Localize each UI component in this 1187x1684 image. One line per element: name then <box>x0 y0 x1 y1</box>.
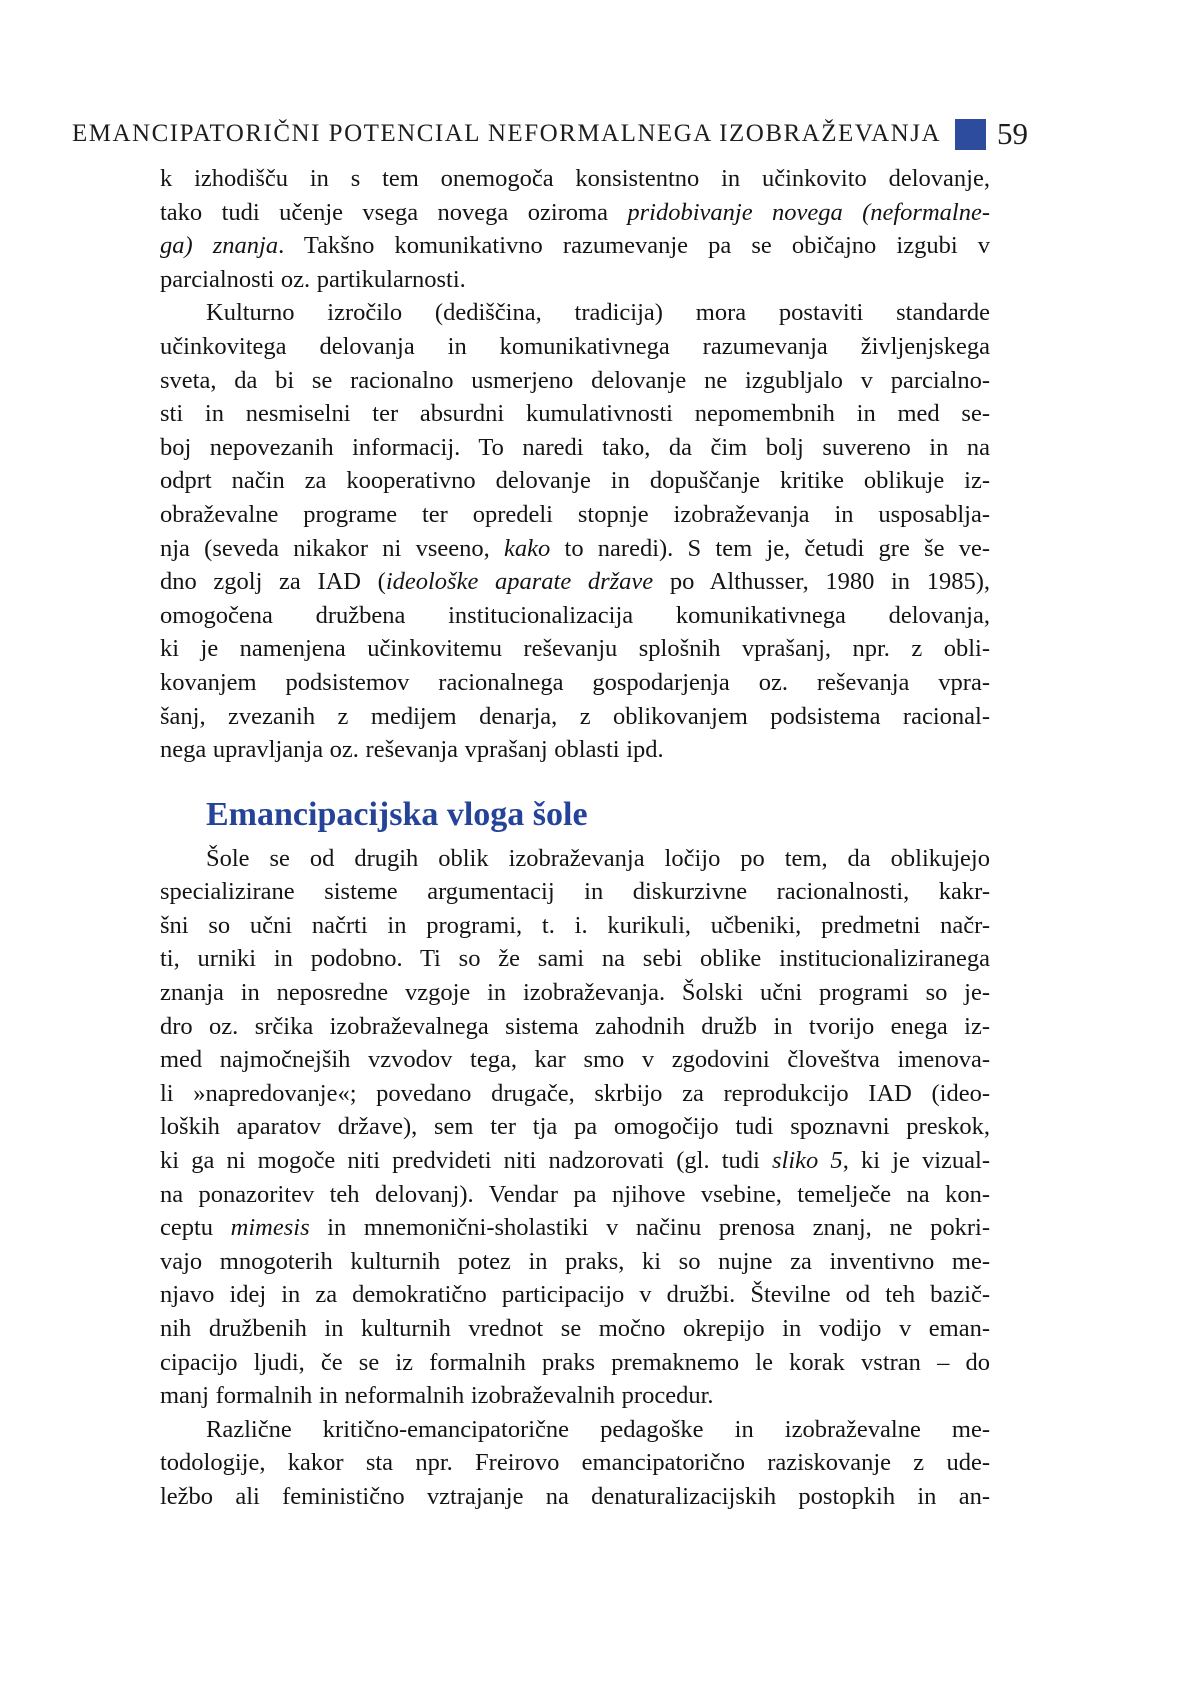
italic-text: ideološke aparate države <box>385 568 654 596</box>
italic-text: sliko 5 <box>772 1147 843 1175</box>
text-segment: loških aparatov države), sem ter tja pa omogočijo tudi spoznavni preskok, <box>160 1113 990 1141</box>
text-segment: dro oz. srčika izobraževalnega sistema zahodnih družb in tvorijo enega iz- <box>160 1012 990 1040</box>
text-segment: na ponazoritev teh delovanj). Vendar pa njihove vsebine, temelječe na kon- <box>160 1180 990 1208</box>
text-line <box>160 909 990 943</box>
text-segment: parcialnosti oz. partikularnosti. <box>160 265 466 293</box>
text-segment: nega upravljanja oz. reševanja vprašanj oblasti ipd. <box>160 736 664 764</box>
running-title: EMANCIPATORIČNI POTENCIAL NEFORMALNEGA IZOBRAŽEVANJA <box>71 120 941 147</box>
text-block <box>160 162 990 1514</box>
text-line <box>160 1077 990 1111</box>
italic-text: mimesis <box>230 1214 310 1242</box>
text-segment: ležbo ali feministično vztrajanje na denaturalizacijskih postopkih in an- <box>160 1482 990 1510</box>
text-line <box>160 875 990 909</box>
text-segment: ki ga ni mogoče niti predvideti niti nadzorovati (gl. tudi <box>160 1147 773 1175</box>
text-line <box>160 296 990 330</box>
text-line <box>160 733 990 767</box>
text-segment: boj nepovezanih informacij. To naredi tako, da čim bolj suvereno in na <box>160 433 990 461</box>
text-line <box>160 1245 990 1279</box>
text-line <box>160 1211 990 1245</box>
text-line <box>160 1010 990 1044</box>
text-line <box>160 196 990 230</box>
accent-square-icon <box>955 119 986 150</box>
text-line <box>160 632 990 666</box>
text-line <box>160 532 990 566</box>
text-segment: obraževalne programe ter opredeli stopnje izobraževanja in usposablja- <box>160 500 990 528</box>
page-number: 59 <box>997 116 1028 151</box>
text-segment: nih družbenih in kulturnih vrednot se močno okrepijo in vodijo v eman- <box>160 1315 990 1342</box>
text-line <box>160 1043 990 1077</box>
text-line <box>160 976 990 1010</box>
text-segment: cipacijo ljudi, če se iz formalnih praks premaknemo le korak vstran – do <box>160 1348 990 1376</box>
text-segment: tako tudi učenje vsega novega oziroma <box>160 198 628 226</box>
body-paragraph <box>160 842 990 1413</box>
text-line <box>160 1144 990 1178</box>
text-segment: , ki je vizual- <box>842 1147 991 1175</box>
text-segment: . Takšno komunikativno razumevanje pa se običajno izgubi v <box>278 232 990 260</box>
body-paragraph <box>160 162 990 296</box>
text-segment: njavo idej in za demokratično participacijo v družbi. Številne od teh bazič- <box>160 1281 990 1309</box>
text-segment: li »napredovanje«; povedano drugače, skrbijo za reprodukcijo IAD (ideo- <box>160 1079 990 1107</box>
text-segment: in mnemonični-sholastiki v načinu prenosa znanj, ne pokri- <box>309 1214 990 1242</box>
text-segment: šni so učni načrti in programi, t. i. kurikuli, učbeniki, predmetni načr- <box>160 911 990 939</box>
text-line <box>160 700 990 734</box>
text-line <box>160 330 990 364</box>
text-segment: todologije, kakor sta npr. Freirovo emancipatorično raziskovanje z ude- <box>160 1449 990 1477</box>
text-segment: po Althusser, 1980 in 1985), <box>653 568 990 596</box>
text-line <box>160 599 990 633</box>
text-segment: ceptu <box>160 1214 231 1242</box>
text-segment: med najmočnejših vzvodov tega, kar smo v zgodovini človeštva imenova- <box>160 1046 990 1074</box>
text-line <box>160 942 990 976</box>
text-line <box>160 666 990 700</box>
text-line <box>160 1379 990 1413</box>
italic-text: ga) znanja <box>160 232 279 260</box>
text-segment: šanj, zvezanih z medijem denarja, z oblikovanjem podsistema racional- <box>160 702 990 730</box>
text-line <box>160 1446 990 1480</box>
text-segment: odprt način za kooperativno delovanje in dopuščanje kritike oblikuje iz- <box>160 467 990 495</box>
text-segment: Šole se od drugih oblik izobraževanja ločijo po tem, da oblikujejo <box>206 844 990 872</box>
text-line <box>160 263 990 297</box>
text-segment: k izhodišču in s tem onemogoča konsistentno in učinkovito delovanje, <box>160 165 990 192</box>
text-segment: to naredi). S tem je, četudi gre še ve- <box>550 534 990 562</box>
text-segment: ti, urniki in podobno. Ti so že sami na sebi oblike institucionaliziranega <box>160 945 990 973</box>
text-line <box>160 1178 990 1212</box>
text-segment: Kulturno izročilo (dediščina, tradicija) mora postaviti standarde <box>206 299 990 327</box>
text-line <box>160 1413 990 1447</box>
running-header <box>71 116 1028 152</box>
text-segment: specializirane sisteme argumentacij in diskurzivne racionalnosti, kakr- <box>160 878 990 906</box>
text-line <box>160 842 990 876</box>
text-line <box>160 397 990 431</box>
text-line <box>160 431 990 465</box>
italic-text: kako <box>504 534 551 562</box>
body-paragraph <box>160 296 990 766</box>
text-line <box>160 1312 990 1346</box>
text-line <box>160 464 990 498</box>
text-segment: znanja in neposredne vzgoje in izobraževanja. Šolski učni programi so je- <box>160 979 990 1007</box>
text-segment: manj formalnih in neformalnih izobraževalnih procedur. <box>160 1382 714 1410</box>
text-segment: nja (seveda nikakor ni vseeno, <box>160 534 505 562</box>
text-line <box>160 229 990 263</box>
text-line <box>160 1480 990 1514</box>
text-segment: vajo mnogoterih kulturnih potez in praks, ki so nujne za inventivno me- <box>160 1247 990 1275</box>
italic-text: pridobivanje novega (neformalne- <box>627 198 990 226</box>
body-paragraph <box>160 1413 990 1514</box>
text-line <box>160 162 990 196</box>
text-segment: sti in nesmiselni ter absurdni kumulativnosti nepomembnih in med se- <box>160 400 990 428</box>
text-line <box>160 565 990 599</box>
text-segment: kovanjem podsistemov racionalnega gospodarjenja oz. reševanja vpra- <box>160 668 990 696</box>
section-heading: Emancipacijska vloga šole <box>206 795 588 833</box>
text-line <box>160 1110 990 1144</box>
text-line <box>160 364 990 398</box>
text-line <box>160 1278 990 1312</box>
text-segment: učinkovitega delovanja in komunikativnega razumevanja življenjskega <box>160 332 990 360</box>
text-segment: sveta, da bi se racionalno usmerjeno delovanje ne izgubljalo v parcialno- <box>160 366 990 394</box>
text-segment: Različne kritično-emancipatorične pedagoške in izobraževalne me- <box>206 1415 990 1443</box>
text-segment: ki je namenjena učinkovitemu reševanju splošnih vprašanj, npr. z obli- <box>160 635 990 663</box>
text-segment: dno zgolj za IAD ( <box>160 568 386 596</box>
text-line <box>160 1346 990 1380</box>
text-line <box>160 498 990 532</box>
text-segment: omogočena družbena institucionalizacija komunikativnega delovanja, <box>160 601 990 629</box>
